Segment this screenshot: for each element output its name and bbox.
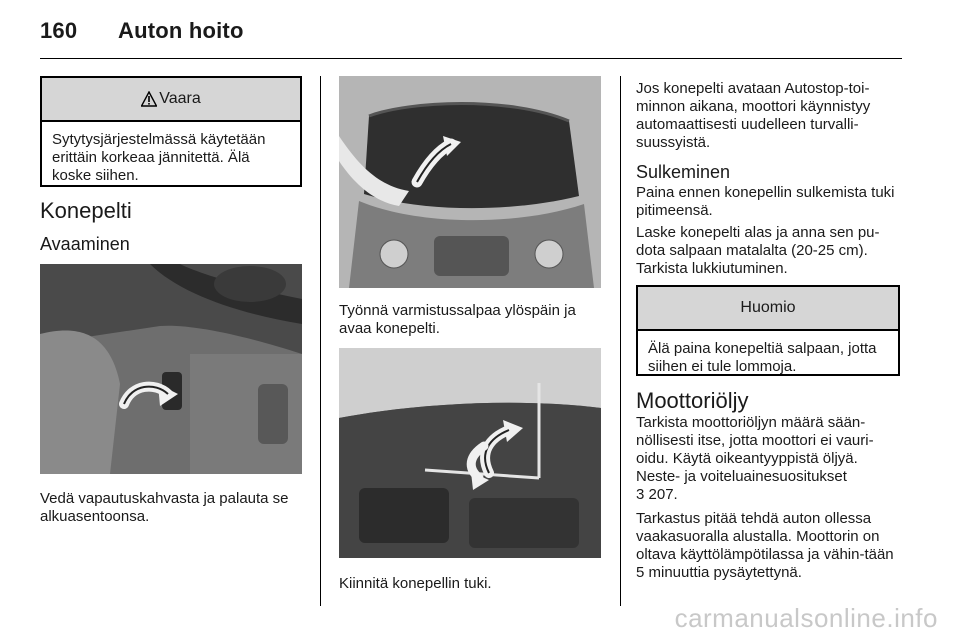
- column-divider-right: [620, 76, 621, 606]
- warning-box-title: Vaara: [159, 90, 201, 107]
- header-rule: [40, 58, 902, 59]
- closing-paragraph-2: Laske konepelti alas ja anna sen pu-dota salpaan matalalta (20-25 cm). Tarkista lukkiutuminen.: [636, 224, 880, 277]
- engine-oil-text: Tarkista moottoriöljyn määrä sään-nöllisesti itse, jotta moottori ei vauri-oidu. Käytä oikeantyyppistä öljyä. Neste- ja voiteluainesuositukset: [636, 414, 874, 485]
- closing-heading: Sulkeminen: [636, 162, 731, 182]
- warning-box-header: [42, 78, 300, 122]
- watermark: carmanualsonline.info: [674, 603, 938, 633]
- page-reference-link[interactable]: 207.: [648, 486, 678, 503]
- page-header: [40, 18, 244, 44]
- release-handle-caption: Vedä vapautuskahvasta ja palauta se alkuasentoonsa.: [40, 490, 289, 525]
- page-number: 160: [40, 18, 78, 43]
- note-box: [636, 285, 900, 376]
- hood-opening-caption: Työnnä varmistussalpaa ylöspäin ja avaa konepelti.: [339, 302, 576, 337]
- section-title: Auton hoito: [118, 18, 244, 43]
- hood-support-caption: Kiinnitä konepellin tuki.: [339, 575, 492, 592]
- release-handle-image: [40, 264, 302, 474]
- hood-opening-image: [339, 76, 601, 288]
- warning-box: [40, 76, 302, 187]
- autostop-paragraph: Jos konepelti avataan Autostop-toi-minnon aikana, moottori käynnistyy automaattisesti uudelleen turvalli-suussyistä.: [636, 80, 871, 151]
- engine-oil-heading: Moottoriöljy: [636, 388, 749, 413]
- hood-heading: Konepelti: [40, 198, 132, 223]
- engine-oil-paragraph-1: [636, 414, 904, 504]
- hood-support-image: [339, 348, 601, 558]
- warning-triangle-icon: [141, 91, 157, 107]
- page-reference-arrow-icon: 3: [636, 486, 645, 503]
- opening-subheading: Avaaminen: [40, 234, 130, 254]
- warning-box-body: Sytytysjärjestelmässä käytetään erittäin korkeaa jännitettä. Älä koske siihen.: [52, 131, 266, 184]
- engine-oil-paragraph-2: Tarkastus pitää tehdä auton ollessa vaakasuoralla alustalla. Moottorin on oltava käyttölämpötilassa ja vähin-tään 5 minuuttia pysäytettynä.: [636, 510, 894, 581]
- column-divider-left: [320, 76, 321, 606]
- closing-paragraph-1: Paina ennen konepellin sulkemista tuki pitimeensä.: [636, 184, 895, 219]
- note-box-body: Älä paina konepeltiä salpaan, jotta siihen ei tule lommoja.: [648, 340, 877, 375]
- note-box-header: Huomio: [638, 287, 898, 331]
